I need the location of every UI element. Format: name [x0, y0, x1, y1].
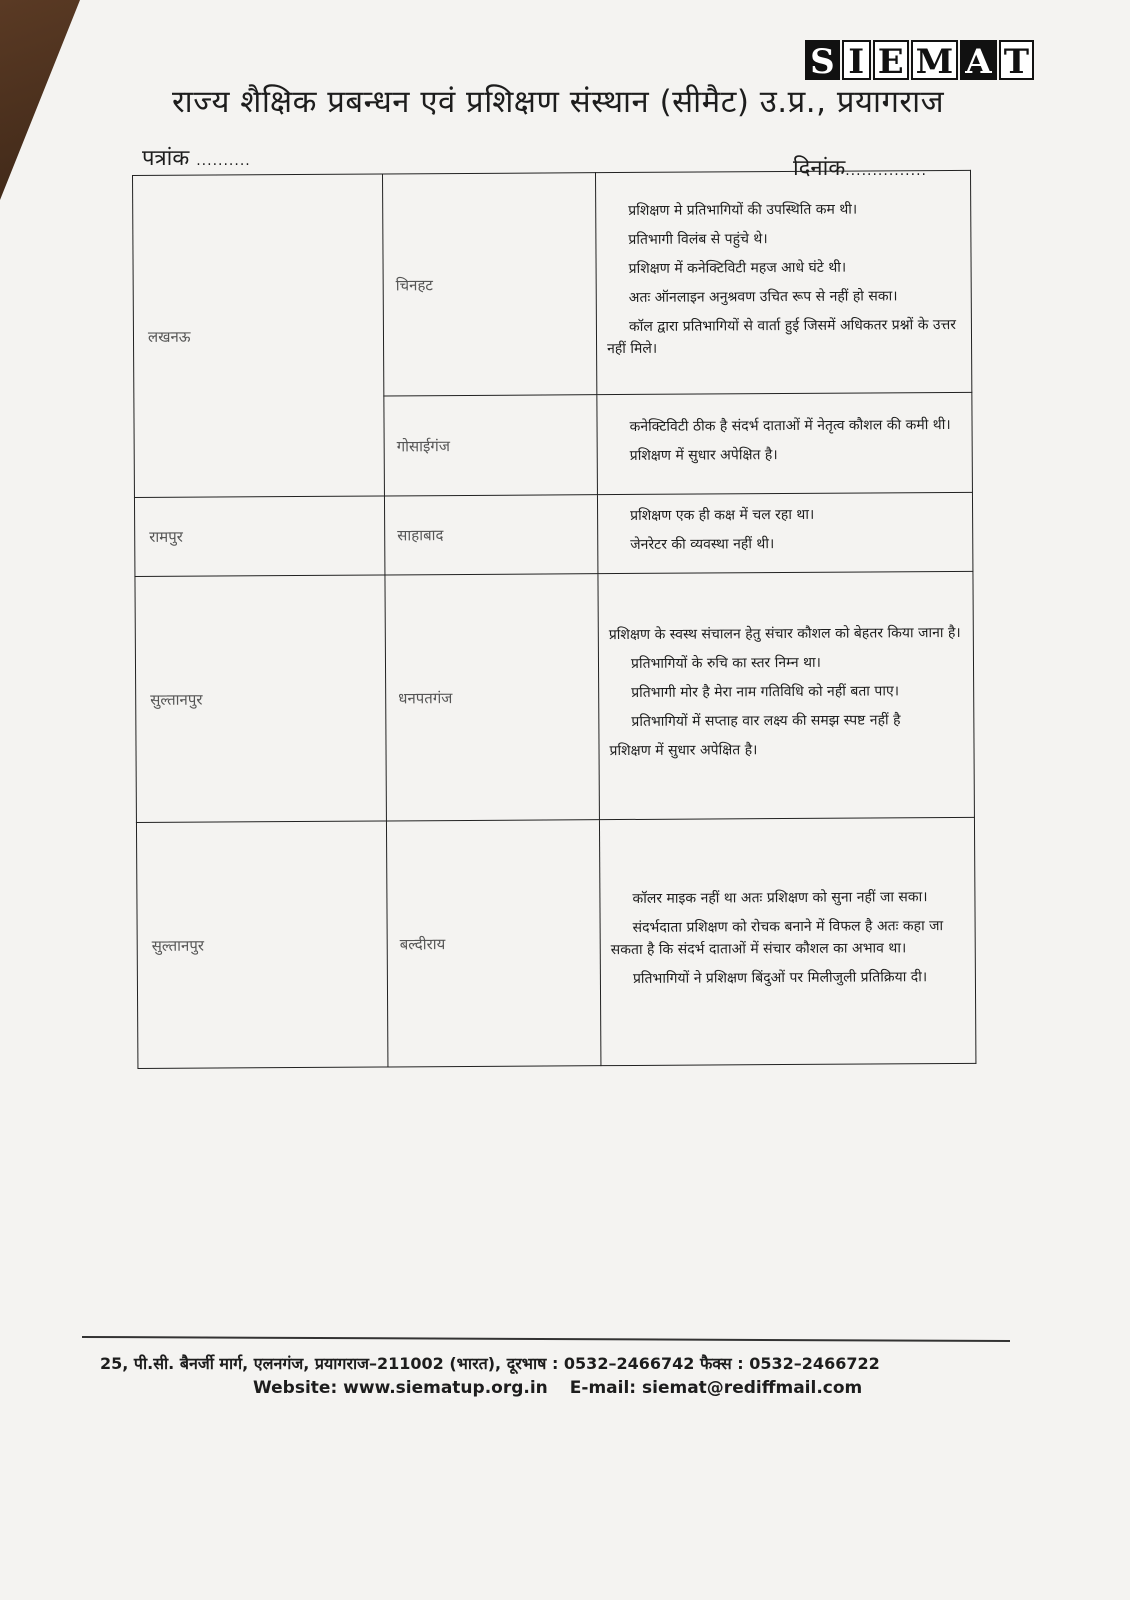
observation-line: कनेक्टिविटी ठीक है संदर्भ दाताओं में नेतृत्व कौशल की कमी थी। [629, 416, 951, 435]
observation-line: कॉल द्वारा प्रतिभागियों से वार्ता हुई जिसमें अधिकतर प्रश्नों के उत्तर नहीं मिले। [607, 316, 957, 358]
footer-website: Website: www.siematup.org.in [253, 1378, 548, 1398]
monitoring-report-table [132, 170, 976, 1069]
table-row [134, 492, 972, 576]
block-cell: बल्दीराय [386, 820, 600, 1067]
date-label-text: दिनांक [793, 156, 846, 181]
observation-line: प्रशिक्षण में कनेक्टिविटी महज आधे घंटे थी। [628, 259, 847, 277]
logo-letter: A [960, 40, 996, 80]
block-cell: साहाबाद [384, 495, 597, 575]
observation-cell [599, 817, 975, 1065]
observation-line: प्रतिभागियों ने प्रशिक्षण बिंदुओं पर मिलीजुली प्रतिक्रिया दी। [632, 969, 928, 987]
logo-letter: E [873, 40, 909, 80]
footer-email: E-mail: siemat@rediffmail.com [569, 1378, 863, 1398]
observation-line: प्रशिक्षण के स्वस्थ संचालन हेतु संचार कौशल को बेहतर किया जाना है। [608, 624, 961, 644]
observation-cell [597, 492, 972, 573]
page-corner-shadow [0, 0, 80, 200]
org-name-heading: राज्य शैक्षिक प्रबन्धन एवं प्रशिक्षण संस्थान (सीमैट) उ.प्र., प्रयागराज [172, 84, 945, 120]
observation-cell [595, 170, 971, 394]
date-blank: ............... [845, 163, 927, 179]
observation-line: प्रशिक्षण एक ही कक्ष में चल रहा था। [630, 506, 815, 524]
ref-number-label [142, 142, 251, 172]
footer-divider [82, 1336, 1010, 1342]
observation-line: कॉलर माइक नहीं था अतः प्रशिक्षण को सुना नहीं जा सका। [632, 889, 928, 907]
logo-letter: S [805, 40, 840, 80]
observation-line: प्रशिक्षण मे प्रतिभागियों की उपस्थिति कम थी। [628, 201, 858, 219]
observation-line: जेनरेटर की व्यवस्था नहीं थी। [630, 536, 775, 553]
siemat-logo [805, 40, 1034, 80]
observation-line: प्रतिभागियों के रुचि का स्तर निम्न था। [630, 654, 821, 672]
observation-line: संदर्भदाता प्रशिक्षण को रोचक बनाने में विफल है अतः कहा जा सकता है कि संदर्भ दाताओं में संचार कौशल का अभाव था। [610, 918, 944, 959]
observation-cell [598, 571, 974, 819]
block-cell: धनपतगंज [385, 574, 599, 821]
district-cell: रामपुर [134, 496, 384, 577]
district-cell: सुल्तानपुर [135, 575, 386, 823]
logo-letter: I [842, 40, 871, 80]
footer-contact [253, 1378, 862, 1398]
ref-label-text: पत्रांक [142, 146, 190, 171]
table-row [135, 571, 974, 822]
observation-line: प्रशिक्षण में सुधार अपेक्षित है। [609, 742, 758, 760]
table-row [136, 817, 975, 1068]
logo-letter: T [999, 40, 1034, 80]
ref-blank: .......... [196, 153, 251, 169]
observation-line: प्रतिभागी मोर है मेरा नाम गतिविधि को नहीं बता पाए। [631, 683, 900, 701]
table-row [133, 170, 972, 397]
observation-line: प्रतिभागियों में सप्ताह वार लक्ष्य की समझ स्पष्ट नहीं है [631, 712, 901, 730]
observation-line: प्रतिभागी विलंब से पहुंचे थे। [628, 231, 768, 248]
district-cell: लखनऊ [133, 174, 385, 498]
logo-letter: M [911, 40, 959, 80]
observation-line: प्रशिक्षण में सुधार अपेक्षित है। [629, 446, 778, 464]
footer-address: 25, पी.सी. बैनर्जी मार्ग, एलनगंज, प्रयागराज–211002 (भारत), दूरभाष : 0532–2466742 फैक्स : 0532–2466722 [100, 1354, 880, 1373]
observation-cell [597, 392, 973, 494]
block-cell: गोसाईगंज [384, 395, 598, 496]
district-cell: सुल्तानपुर [136, 821, 387, 1069]
observation-line: अतः ऑनलाइन अनुश्रवण उचित रूप से नहीं हो सका। [628, 288, 898, 306]
block-cell: चिनहट [382, 173, 596, 396]
